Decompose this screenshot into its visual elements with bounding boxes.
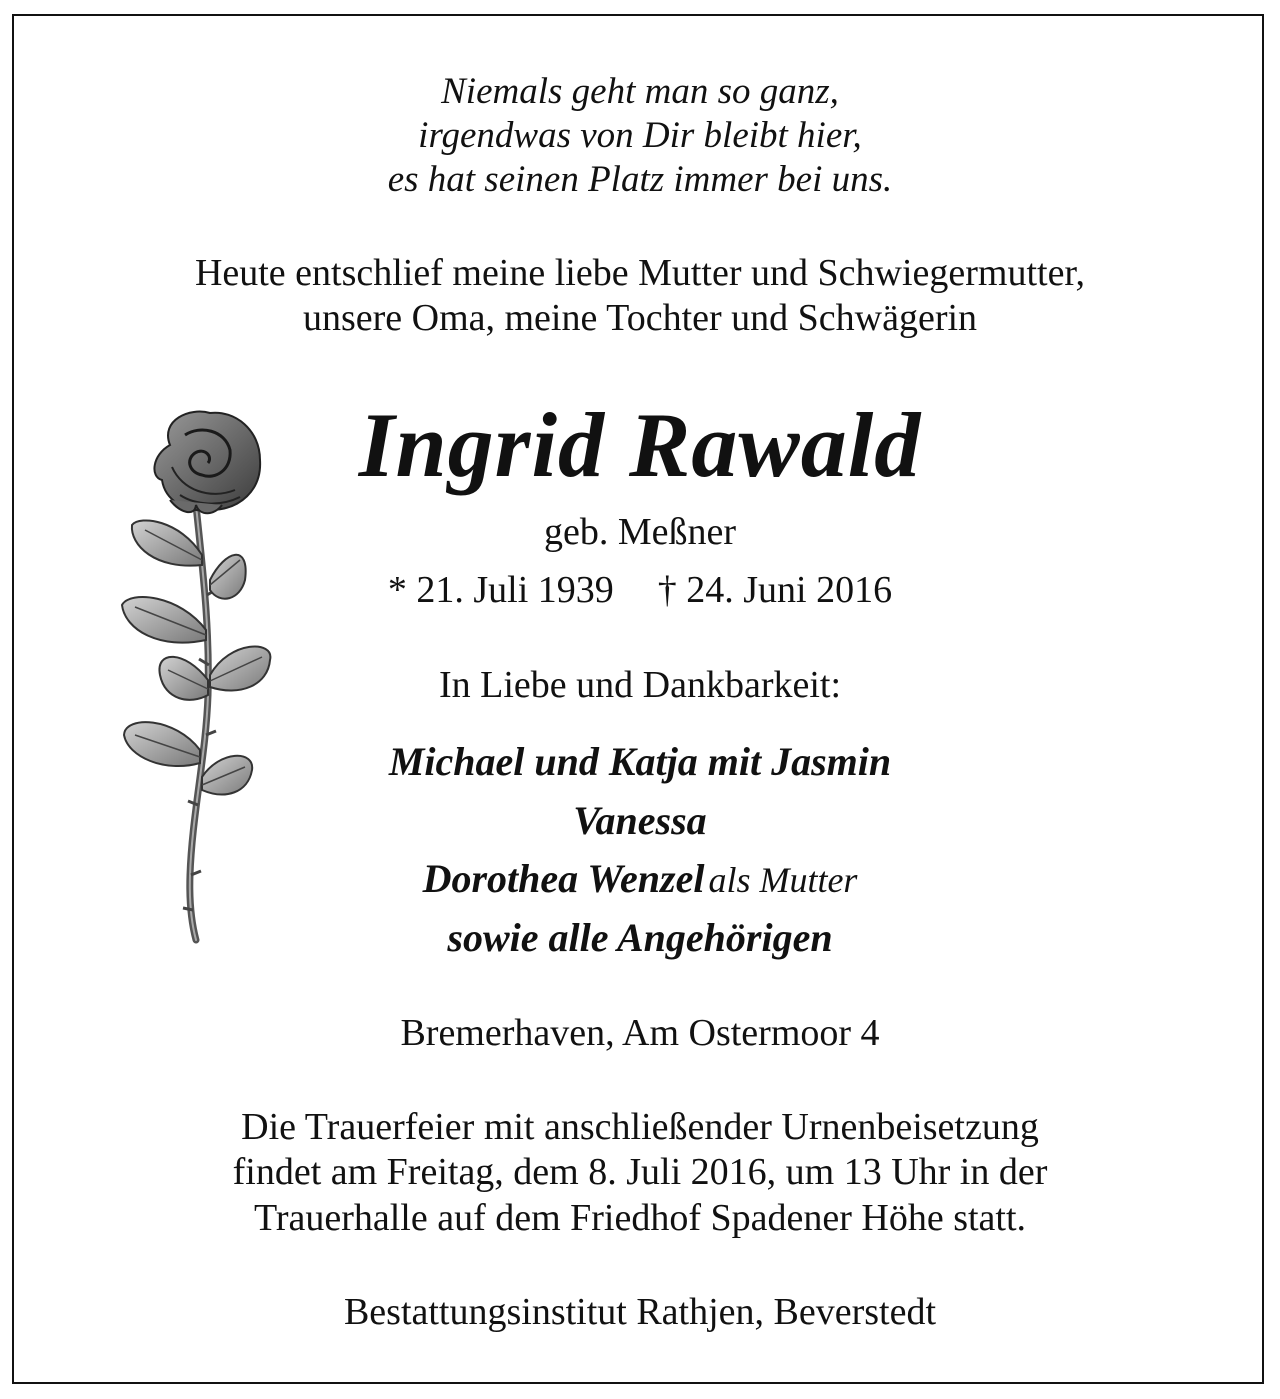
mourner-name-dorothea: Dorothea Wenzel bbox=[422, 856, 705, 901]
mourner-line-2: Vanessa bbox=[573, 798, 707, 843]
announcement-line-2: unsere Oma, meine Tochter und Schwägerin bbox=[302, 297, 978, 339]
birth-date: * 21. Juli 1939 bbox=[387, 569, 614, 611]
birth-name: geb. Meßner bbox=[543, 511, 737, 553]
life-dates bbox=[0, 568, 1280, 612]
mourner-line-3 bbox=[0, 855, 1280, 902]
poem-line-1: Niemals geht man so ganz, bbox=[441, 71, 839, 112]
announcement-line-1: Heute entschlief meine liebe Mutter und Schwiegermutter, bbox=[194, 252, 1086, 294]
funeral-line-1: Die Trauerfeier mit anschließender Urnenbeisetzung bbox=[241, 1106, 1039, 1148]
mourner-line-1: Michael und Katja mit Jasmin bbox=[388, 739, 892, 784]
mourner-line-4: sowie alle Angehörigen bbox=[447, 915, 833, 960]
mourner-relation: als Mutter bbox=[708, 860, 858, 900]
undertaker: Bestattungsinstitut Rathjen, Beverstedt bbox=[343, 1291, 937, 1333]
poem-line-3: es hat seinen Platz immer bei uns. bbox=[387, 159, 893, 200]
poem-line-2: irgendwas von Dir bleibt hier, bbox=[418, 115, 862, 156]
death-date: † 24. Juni 2016 bbox=[657, 569, 893, 611]
address: Bremerhaven, Am Ostermoor 4 bbox=[400, 1012, 880, 1054]
funeral-line-2: findet am Freitag, dem 8. Juli 2016, um 13 Uhr in der bbox=[232, 1151, 1048, 1193]
gratitude-line: In Liebe und Dankbarkeit: bbox=[438, 664, 842, 706]
funeral-line-3: Trauerhalle auf dem Friedhof Spadener Höhe statt. bbox=[253, 1197, 1027, 1239]
deceased-name: Ingrid Rawald bbox=[358, 394, 922, 496]
